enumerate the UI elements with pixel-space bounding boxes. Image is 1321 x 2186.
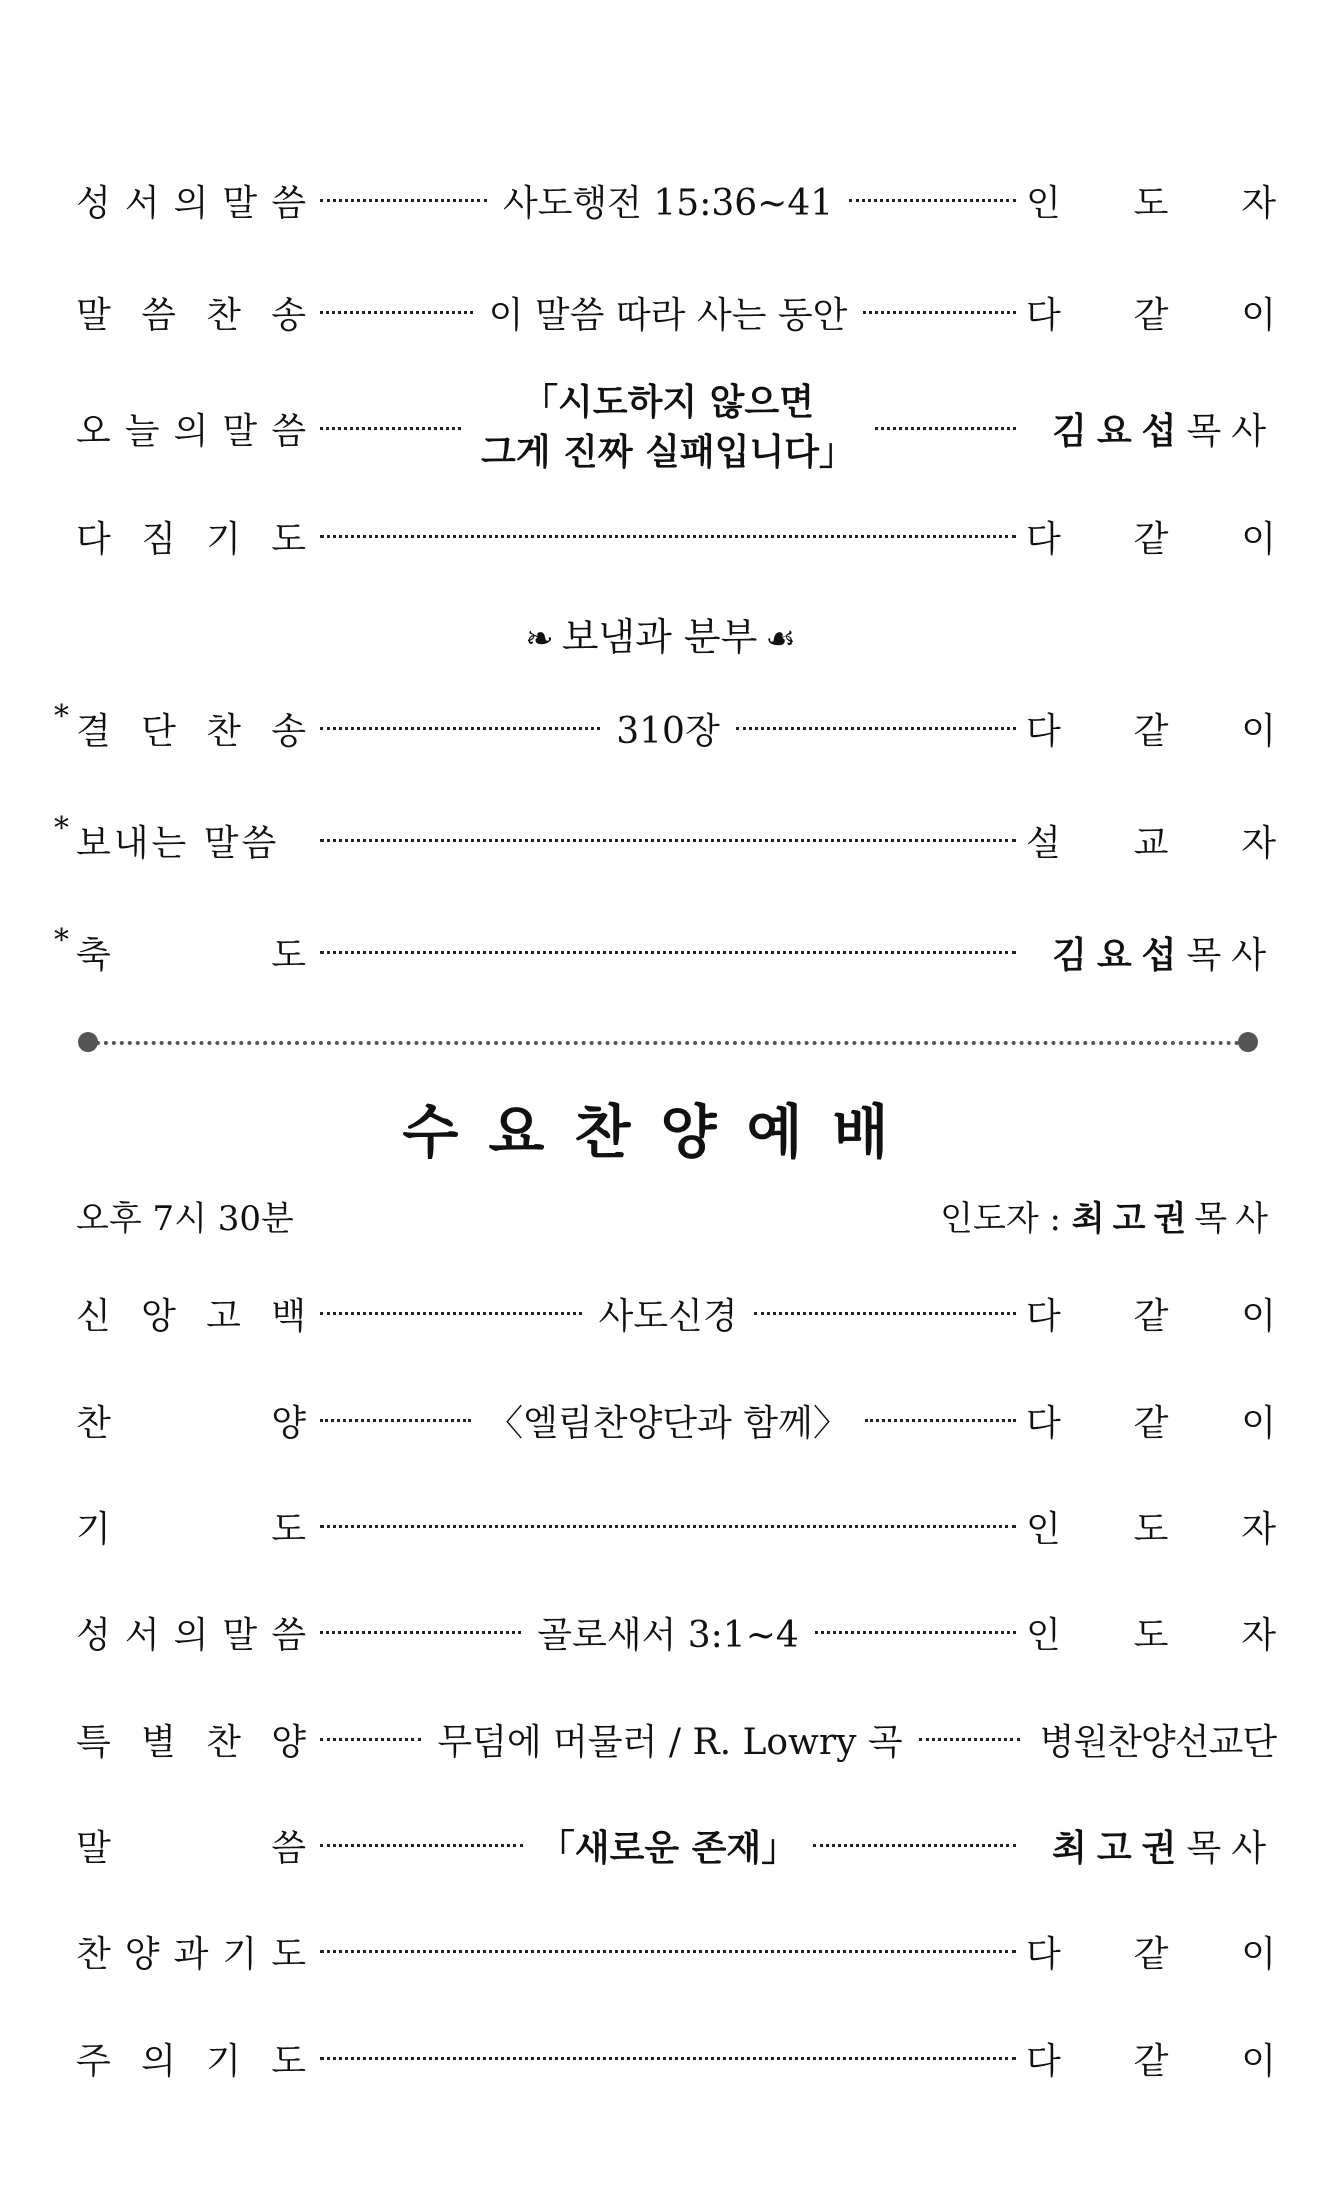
item-label: * 보내는 말씀 [54,810,280,864]
label-char: 말 [222,410,258,452]
label-char: 기 [206,518,241,560]
section-divider [78,1032,1258,1052]
item-label [76,2033,306,2084]
section-heading: ❧ 보냄과 분부 ☙ [525,615,796,659]
label-char: 이 [1241,518,1276,560]
label-char: 특 [76,1721,111,1763]
sermon-title: 「시도하지 않으면 그게 진짜 실패입니다」 [480,382,856,473]
label-char: 씀 [271,182,306,224]
leader-dots [736,727,1016,730]
item-performer [1026,1395,1276,1446]
item-content: 골로새서 3:1~4 [537,1614,799,1656]
label-char: 말 [222,1614,258,1656]
label-char: 백 [271,1295,306,1337]
label-char: 같 [1133,294,1169,336]
leader-dots [320,199,487,202]
standing-mark: * [54,810,69,846]
item-content: 사도신경 [598,1295,738,1337]
label-char: 짐 [141,518,176,560]
label-char: 주 [76,2040,111,2082]
label-char: 같 [1133,710,1169,752]
label-char: 다 [76,518,111,560]
item-label: 찬 양 [76,1402,306,1444]
label-char: 같 [1133,1402,1169,1444]
label-char: 찬 [206,1721,241,1763]
leader-dots [320,839,1016,842]
item-label [54,698,306,754]
label-char: 같 [1133,518,1169,560]
order-item-sermon [76,382,1276,473]
leader-dots [320,727,600,730]
divider-dot-icon [78,1032,98,1052]
item-label [76,1714,306,1765]
label-char: 같 [1133,2040,1169,2082]
label-char: 자 [1241,182,1276,224]
leader-dots [320,1950,1016,1953]
label-char: 도 [1133,1508,1169,1550]
label-char: 같 [1133,1295,1169,1337]
item-label [76,1926,306,1977]
leader-dots [320,1312,582,1315]
service-info [76,1187,1276,1243]
item-performer [1026,287,1276,338]
label-char: 자 [1241,1614,1276,1656]
label-char: 의 [173,410,209,452]
leader-dots [320,311,473,314]
label-char: 씀 [141,294,176,336]
label-char: 기 [206,2040,241,2082]
label-char: 양 [271,1721,306,1763]
label-char: 씀 [271,410,306,452]
item-content: 사도행전 15:36~41 [502,182,834,224]
label-char: 송 [271,294,306,336]
label-char: 신 [76,1295,111,1337]
label-char: 이 [1241,1295,1276,1337]
label-char: 의 [173,182,209,224]
label-char: 이 [1241,1402,1276,1444]
item-label: 말 씀 [76,1827,306,1869]
item-label: 기 도 [76,1508,306,1550]
label-char: 찬 [206,710,241,752]
order-item-scripture [76,168,1276,232]
label-char: 다 [1026,1402,1061,1444]
order-item-lords-prayer [76,2026,1276,2090]
label-char: 늘 [124,410,160,452]
label-char: 인 [1026,1614,1061,1656]
order-item-praise-prayer [76,1919,1276,1983]
item-label [76,1607,306,1658]
order-item-special-praise [76,1707,1276,1771]
sermon-title: 「새로운 존재」 [538,1827,798,1869]
ornament-right-icon: ☙ [765,619,796,659]
item-label [76,511,306,562]
label-char: 인 [1026,182,1061,224]
leader-dots [875,427,1016,430]
order-item-benediction [54,920,1276,984]
item-performer [1026,703,1276,754]
label-char: 같 [1133,1933,1169,1975]
label-char: 교 [1133,822,1169,864]
label-char: 다 [1026,2040,1061,2082]
label-char: 자 [1241,822,1276,864]
label-char: 오 [76,410,111,452]
leader-dots [865,1419,1016,1422]
leader-dots [919,1738,1020,1741]
order-item-sermon [76,1813,1276,1877]
label-char: 도 [271,2040,306,2082]
label-char: 다 [1026,518,1061,560]
label-char: 찬 [76,1933,111,1975]
service-leader: 인도자 : 최고권목사 [940,1198,1276,1239]
leader-dots [863,311,1016,314]
item-performer: 김요섭 목사 [1052,934,1276,976]
leader-dots [320,427,461,430]
leader-dots [754,1312,1016,1315]
label-char: 도 [1133,182,1169,224]
label-char: 다 [1026,1933,1061,1975]
item-performer [1026,1607,1276,1658]
service-title: 수요찬양예배 [402,1098,919,1166]
label-char: 도 [271,518,306,560]
label-char: 고 [206,1295,241,1337]
order-item-sending-word [54,808,1276,872]
label-char: 인 [1026,1508,1061,1550]
item-performer [1026,815,1276,866]
item-performer [1026,175,1276,226]
item-performer [1026,1288,1276,1339]
label-char: 의 [141,2040,176,2082]
label-char: 이 [1241,2040,1276,2082]
item-label [76,403,306,454]
label-char: 다 [1026,1295,1061,1337]
label-char: 설 [1026,822,1061,864]
order-item-scripture [76,1600,1276,1664]
item-content: 이 말씀 따라 사는 동안 [488,294,848,336]
service-time: 오후 7시 30분 [76,1198,294,1239]
standing-mark: * [54,922,69,958]
label-char: 도 [1133,1614,1169,1656]
label-char: 다 [1026,294,1061,336]
order-item-response-hymn [76,280,1276,344]
label-char: 양 [124,1933,160,1975]
label-char: 말 [76,294,111,336]
label-char: 과 [173,1933,209,1975]
item-label [76,1288,306,1339]
leader-dots [320,1525,1016,1528]
label-char: 송 [271,710,306,752]
leader-dots [849,199,1016,202]
leader-dots [320,951,1016,954]
leader-dots [320,2057,1016,2060]
item-label: * 축 도 [54,922,306,976]
divider-dot-icon [1238,1032,1258,1052]
label-char: 서 [124,1614,160,1656]
item-label [76,287,306,338]
label-char: 다 [1026,710,1061,752]
label-char: 결 [76,710,111,752]
label-char: 성 [76,1614,111,1656]
item-content: 무덤에 머물러 / R. Lowry 곡 [437,1721,903,1763]
item-performer [1026,1926,1276,1977]
label-char: 앙 [141,1295,176,1337]
item-label [76,175,306,226]
item-performer [1026,511,1276,562]
order-item-decision-hymn [54,696,1276,760]
leader-dots [815,1631,1016,1634]
item-content: 〈엘림찬양단과 함께〉 [487,1402,849,1444]
item-performer: 병원찬양선교단 [1039,1721,1276,1763]
item-performer: 김요섭 목사 [1052,410,1276,452]
standing-mark: * [54,698,69,734]
label-char: 성 [76,182,111,224]
leader-dots [813,1844,1016,1847]
label-char: 이 [1241,1933,1276,1975]
item-performer [1026,2033,1276,2084]
label-char: 별 [141,1721,176,1763]
label-char: 서 [124,182,160,224]
label-char: 이 [1241,710,1276,752]
leader-dots [320,1631,521,1634]
label-char: 씀 [271,1614,306,1656]
label-char: 단 [141,710,176,752]
label-char: 자 [1241,1508,1276,1550]
order-item-dedication-prayer [76,504,1276,568]
leader-dots [320,1844,523,1847]
item-content: 310장 [616,710,720,752]
item-performer: 최고권 목사 [1052,1827,1276,1869]
label-char: 의 [173,1614,209,1656]
order-item-praise [76,1388,1276,1452]
label-char: 말 [222,182,258,224]
label-char: 찬 [206,294,241,336]
item-performer [1026,1501,1276,1552]
ornament-left-icon: ❧ [525,619,554,659]
label-char: 이 [1241,294,1276,336]
label-char: 기 [222,1933,258,1975]
leader-dots [320,535,1016,538]
leader-dots [320,1738,421,1741]
label-char: 도 [271,1933,306,1975]
leader-dots [320,1419,471,1422]
order-item-creed [76,1281,1276,1345]
order-item-prayer [76,1494,1276,1558]
